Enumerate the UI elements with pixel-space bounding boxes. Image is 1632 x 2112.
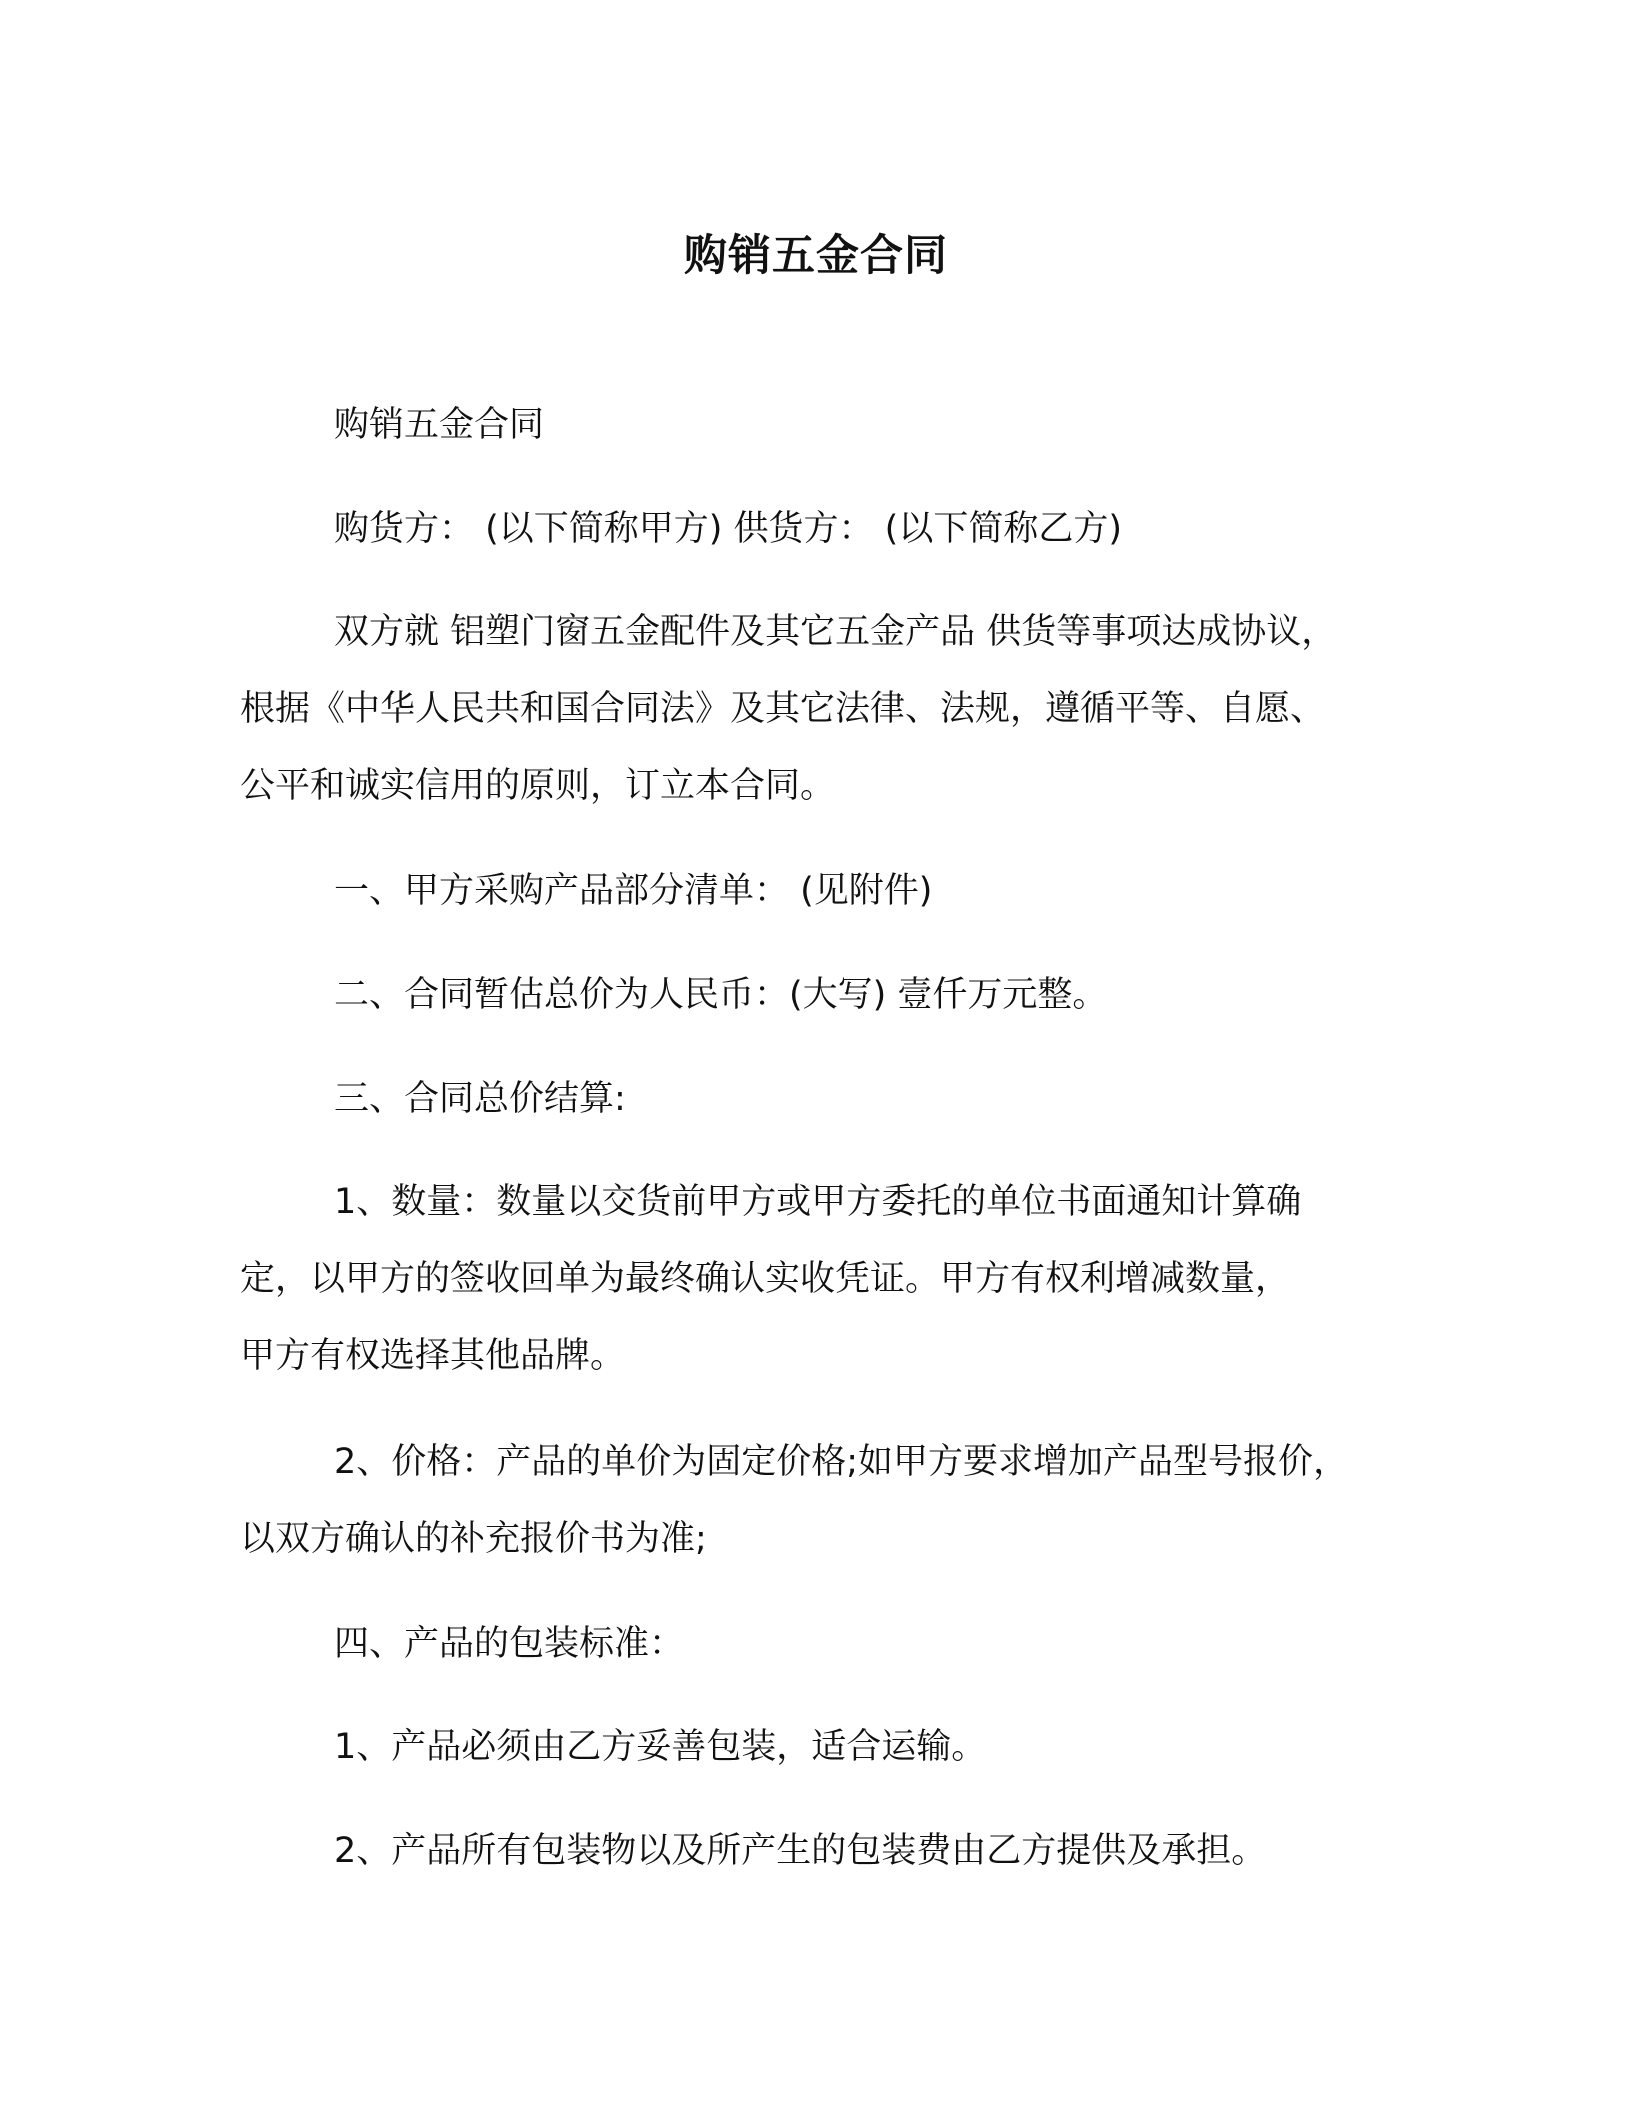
paragraph-quantity xyxy=(240,1164,1420,1395)
paragraph-line: 购销五金合同 xyxy=(334,405,545,445)
paragraph-line: 四、产品的包装标准： xyxy=(334,1624,685,1664)
paragraph-line: 1、产品必须由乙方妥善包装，适合运输。 xyxy=(334,1727,987,1767)
document-title: 购销五金合同 xyxy=(684,231,948,281)
paragraph-clause-4 xyxy=(240,1606,1420,1683)
paragraph-line: 甲方有权选择其他品牌。 xyxy=(240,1336,626,1376)
paragraph-line: 根据《中华人民共和国合同法》及其它法律、法规，遵循平等、自愿、 xyxy=(240,689,1326,729)
paragraph-packaging-2 xyxy=(240,1813,1420,1890)
paragraph-price xyxy=(240,1424,1420,1578)
paragraph-line: 公平和诚实信用的原则，订立本合同。 xyxy=(240,766,836,806)
paragraph-parties xyxy=(240,491,1420,568)
paragraph-heading xyxy=(240,387,1420,464)
paragraph-line: 1、数量：数量以交货前甲方或甲方委托的单位书面通知计算确 xyxy=(334,1182,1302,1222)
paragraph-clause-2 xyxy=(240,957,1420,1034)
paragraph-line: 定，以甲方的签收回单为最终确认实收凭证。甲方有权利增减数量， xyxy=(240,1259,1291,1299)
paragraph-line: 以双方确认的补充报价书为准; xyxy=(240,1519,707,1559)
paragraph-clause-3 xyxy=(240,1061,1420,1138)
paragraph-line: 二、合同暂估总价为人民币：(大写) 壹仟万元整。 xyxy=(334,975,1108,1015)
paragraph-line: 双方就 铝塑门窗五金配件及其它五金产品 供货等事项达成协议， xyxy=(334,612,1337,652)
paragraph-clause-1 xyxy=(240,853,1420,930)
paragraph-line: 一、甲方采购产品部分清单： (见附件) xyxy=(334,871,933,911)
paragraph-line: 购货方： (以下简称甲方) 供货方： (以下简称乙方) xyxy=(334,509,1122,549)
paragraph-packaging-1 xyxy=(240,1709,1420,1786)
paragraph-line: 2、价格：产品的单价为固定价格;如甲方要求增加产品型号报价， xyxy=(334,1442,1349,1482)
paragraph-line: 三、合同总价结算: xyxy=(334,1079,626,1119)
paragraph-agreement xyxy=(240,594,1420,825)
paragraph-line: 2、产品所有包装物以及所产生的包装费由乙方提供及承担。 xyxy=(334,1831,1267,1871)
